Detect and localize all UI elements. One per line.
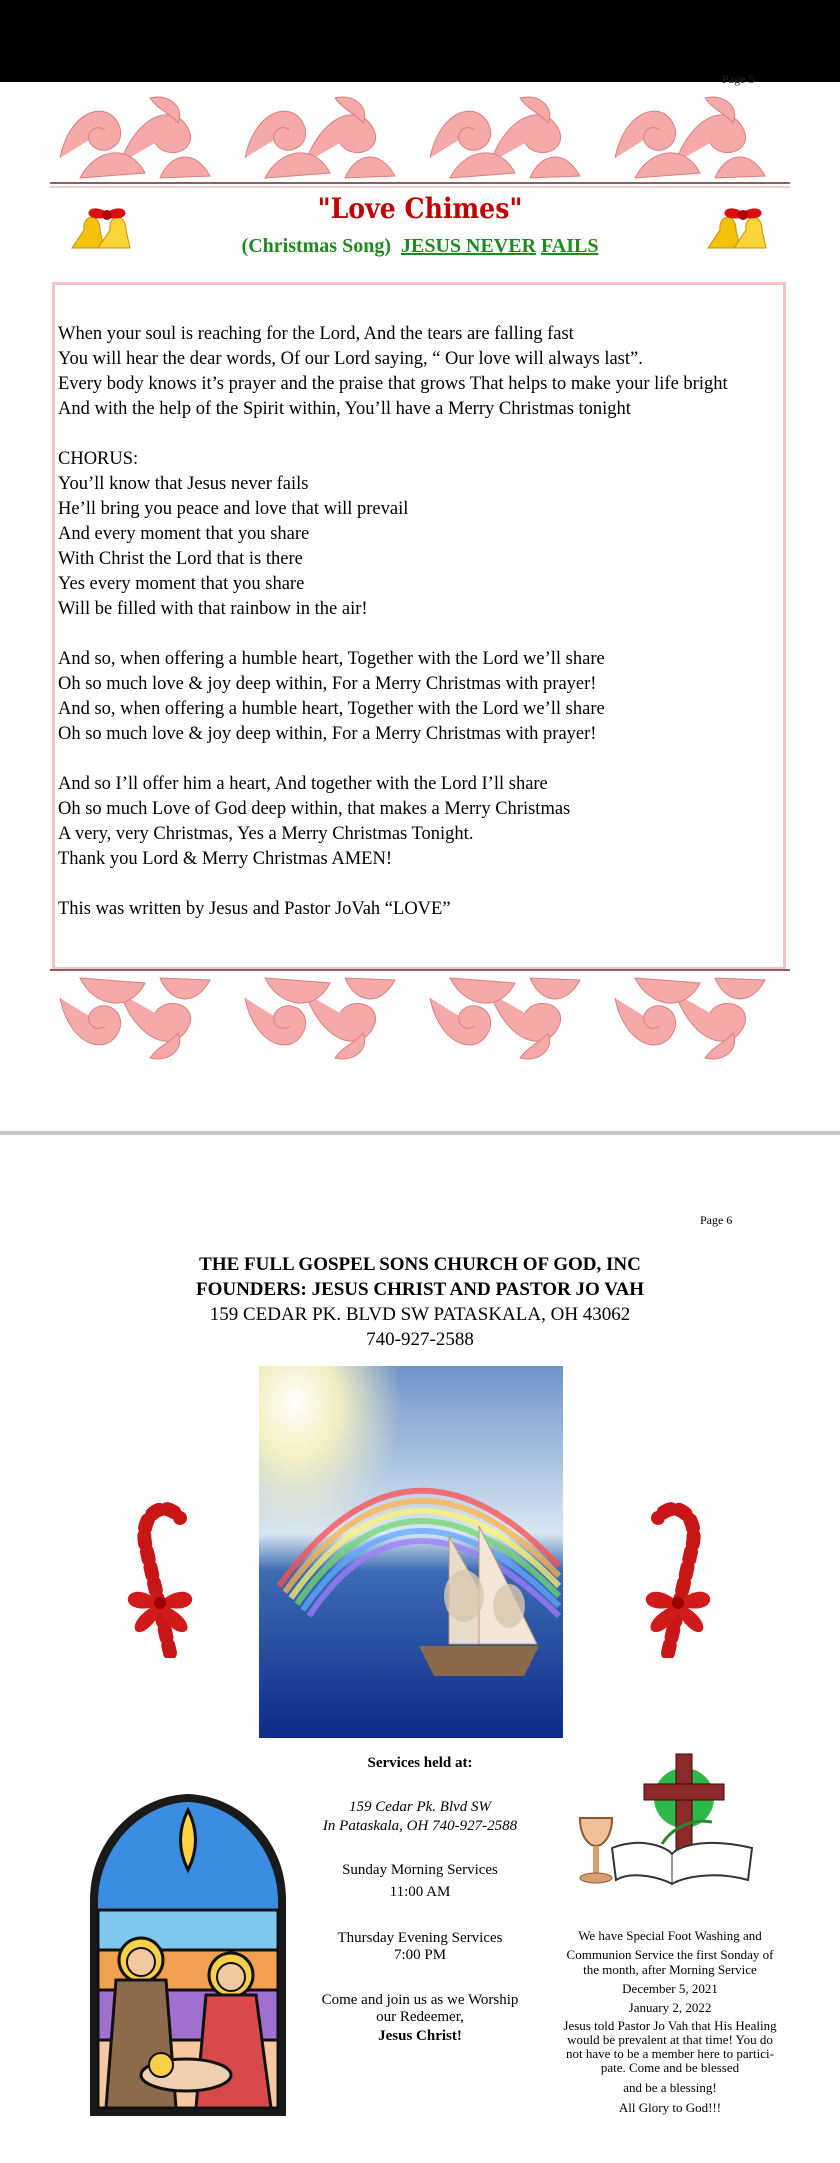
date-2: January 2, 2022 xyxy=(628,2000,712,2015)
lyric-line: And with the help of the Spirit within, You’ll have a Merry Christmas tonight xyxy=(58,399,631,419)
founders: FOUNDERS: JESUS CHRIST AND PASTOR JO VAH xyxy=(195,1279,644,1300)
lyric-line: You will hear the dear words, Of our Lord saying, “ Our love will always last”. xyxy=(58,349,643,369)
healing-4: pate. Come and be blessed xyxy=(600,2060,740,2075)
lyric-line: Every body knows it’s prayer and the praise that grows That helps to make your life bright xyxy=(58,374,728,394)
address-line1: 159 Cedar Pk. Blvd SW xyxy=(348,1799,492,1815)
lyric-line: He’ll bring you peace and love that will prevail xyxy=(58,499,409,519)
stanza-gap xyxy=(58,872,778,897)
healing-1: Jesus told Pastor Jo Vah that His Healing xyxy=(563,2018,777,2033)
bible-cross-chalice-icon xyxy=(572,1748,764,1898)
healing-6: All Glory to God!!! xyxy=(618,2100,722,2115)
healing-5: and be a blessing! xyxy=(623,2080,717,2095)
thursday-time: 7:00 PM xyxy=(393,1947,447,1963)
top-black-bar xyxy=(0,0,840,82)
rainbow-ship-image xyxy=(259,1366,563,1738)
stained-glass-nativity xyxy=(86,1790,290,2120)
song-title: "Love Chimes" xyxy=(317,192,523,225)
foot-washing-3: the month, after Morning Service xyxy=(583,1962,757,1977)
page-number: Page 5 xyxy=(722,72,755,86)
subtitle-prefix: (Christmas Song) xyxy=(241,235,391,257)
lyric-line: Will be filled with that rainbow in the air! xyxy=(58,599,368,619)
song-subtitle xyxy=(0,235,840,258)
services-heading: Services held at: xyxy=(367,1755,473,1771)
stanza-gap xyxy=(58,422,778,447)
invite-line3: Jesus Christ! xyxy=(378,2028,462,2044)
lyric-line: Oh so much love & joy deep within, For a Merry Christmas with prayer! xyxy=(58,724,597,744)
candy-cane-icon xyxy=(618,1488,728,1658)
thursday-label: Thursday Evening Services xyxy=(337,1930,503,1946)
subtitle-phrase: JESUS NEVER xyxy=(400,235,537,257)
healing-3: not have to be a member here to partici- xyxy=(566,2046,774,2061)
lyric-line: Oh so much Love of God deep within, that makes a Merry Christmas xyxy=(58,799,571,819)
church-phone: 740-927-2588 xyxy=(366,1329,474,1350)
floral-border-top xyxy=(50,88,790,188)
invite-line1: Come and join us as we Worship xyxy=(321,1992,519,2008)
lyric-line: You’ll know that Jesus never fails xyxy=(58,474,309,494)
floral-border-bottom xyxy=(50,968,790,1068)
foot-washing-1: We have Special Foot Washing and xyxy=(578,1928,762,1943)
lyric-line: And so, when offering a humble heart, Together with the Lord we’ll share xyxy=(58,699,605,719)
lyric-line: Oh so much love & joy deep within, For a Merry Christmas with prayer! xyxy=(58,674,597,694)
lyric-line: And every moment that you share xyxy=(58,524,310,544)
date-1: December 5, 2021 xyxy=(622,1981,718,1996)
foot-washing-2: Communion Service the first Sonday of xyxy=(566,1947,774,1962)
lyric-line: When your soul is reaching for the Lord, And the tears are falling fast xyxy=(58,324,574,344)
address-line2: In Pataskala, OH 740-927-2588 xyxy=(322,1818,518,1834)
page-number: Page 6 xyxy=(700,1213,733,1227)
lyric-line: With Christ the Lord that is there xyxy=(58,549,303,569)
subtitle-last: FAILS xyxy=(541,235,599,257)
stanza-gap xyxy=(58,747,778,772)
church-name: THE FULL GOSPEL SONS CHURCH OF GOD, INC xyxy=(199,1254,641,1275)
lyric-line: And so, when offering a humble heart, Together with the Lord we’ll share xyxy=(58,649,605,669)
lyric-line: And so I’ll offer him a heart, And together with the Lord I’ll share xyxy=(58,774,548,794)
lyric-line: A very, very Christmas, Yes a Merry Christmas Tonight. xyxy=(58,824,474,844)
lyric-line: CHORUS: xyxy=(58,449,139,469)
lyric-line: Thank you Lord & Merry Christmas AMEN! xyxy=(58,849,392,869)
lyric-line: Yes every moment that you share xyxy=(58,574,305,594)
sunday-label: Sunday Morning Services xyxy=(342,1862,498,1878)
candy-cane-icon xyxy=(110,1488,220,1658)
sunday-time: 11:00 AM xyxy=(389,1884,451,1900)
page-divider xyxy=(0,1131,840,1135)
stanza-gap xyxy=(58,622,778,647)
invite-line2: our Redeemer, xyxy=(376,2009,464,2025)
lyric-line: This was written by Jesus and Pastor JoVah “LOVE” xyxy=(58,899,451,919)
church-address: 159 CEDAR PK. BLVD SW PATASKALA, OH 43062 xyxy=(209,1304,631,1325)
healing-2: would be prevalent at that time! You do xyxy=(567,2032,773,2047)
lyrics-text xyxy=(58,322,778,922)
